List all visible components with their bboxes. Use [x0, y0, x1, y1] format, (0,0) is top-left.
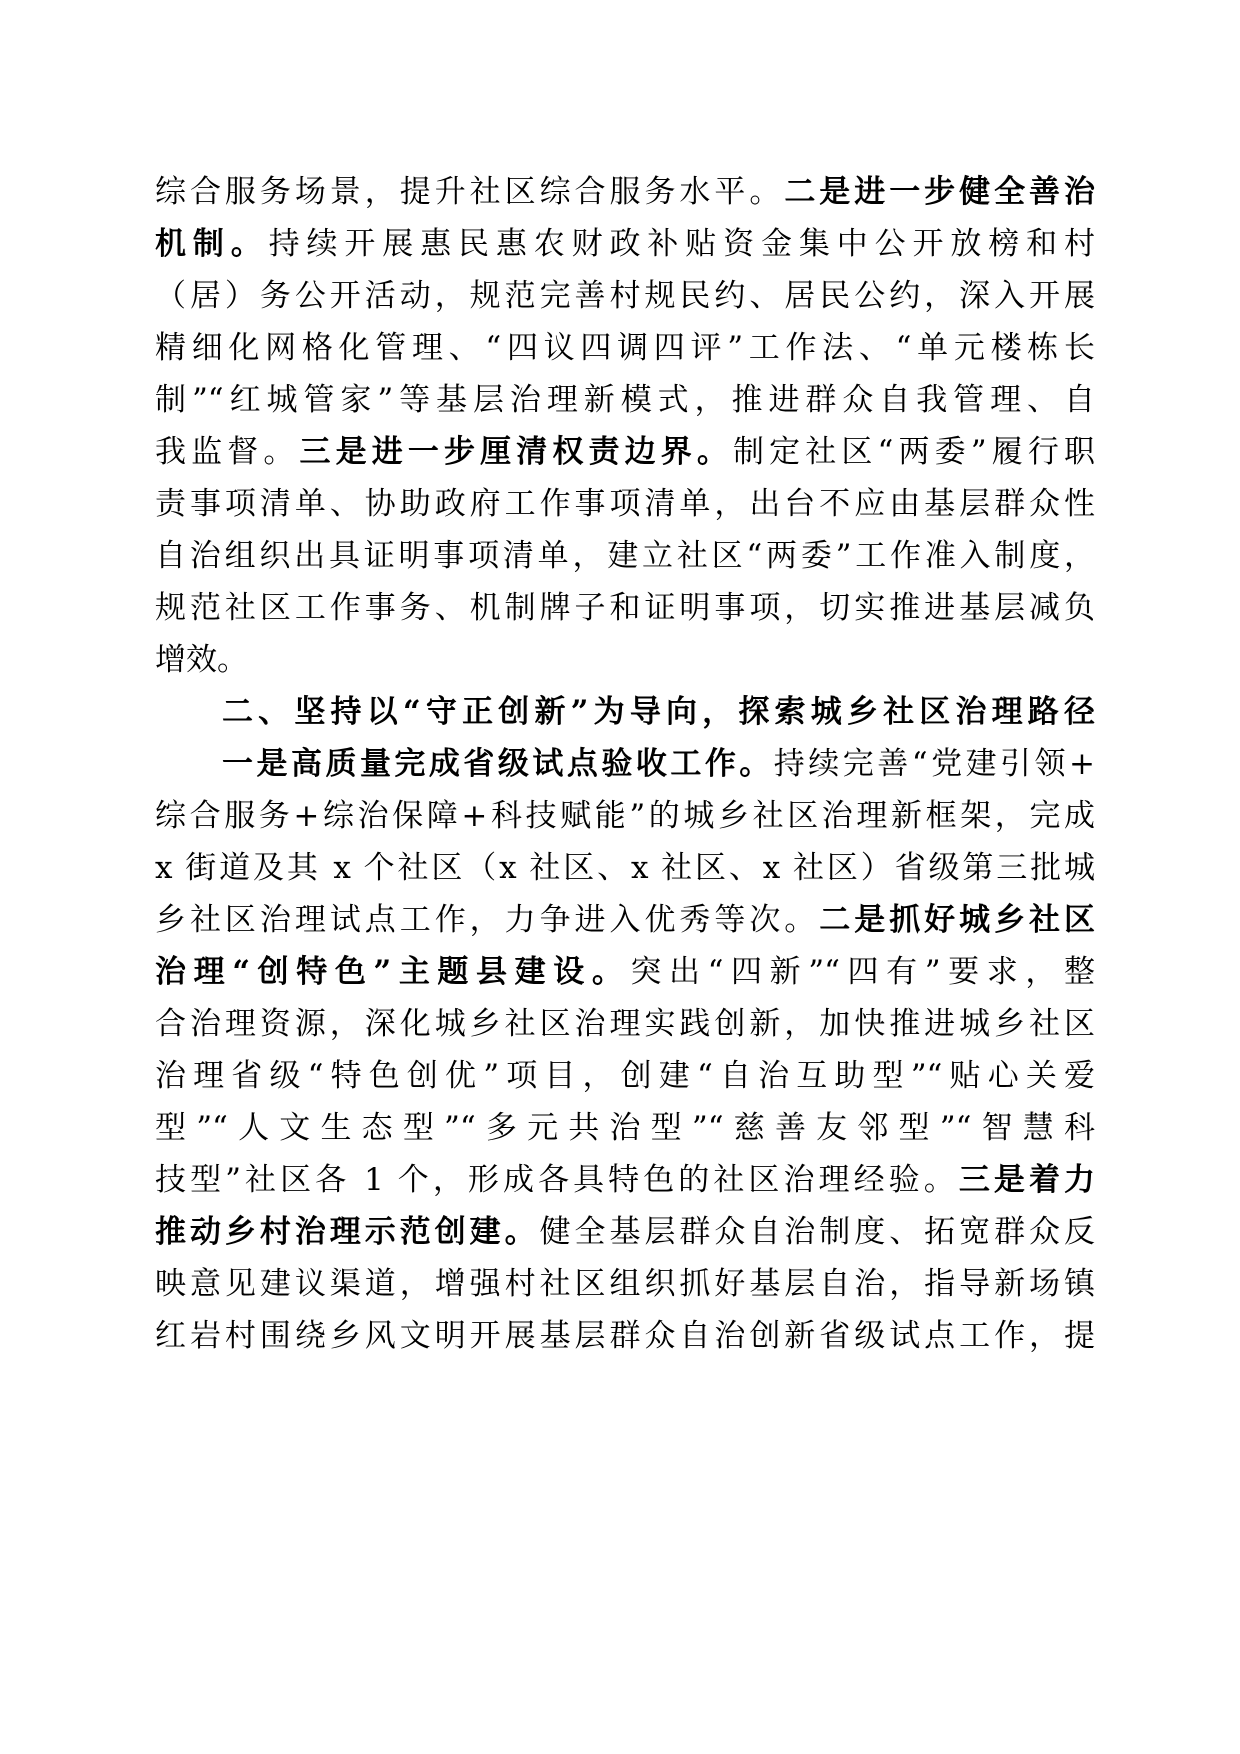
section-heading: 二、坚持以“守正创新”为导向，探索城乡社区治理路径: [222, 694, 1095, 730]
text-line: 型”“人文生态型”“多元共治型”“慈善友邻型”“智慧科: [155, 1110, 1095, 1146]
text-line: 增效。: [155, 642, 248, 678]
text-line: 机制。持续开展惠民惠农财政补贴资金集中公开放榜和村: [155, 226, 1095, 262]
text-line: 自治组织出具证明事项清单，建立社区“两委”工作准入制度，: [155, 538, 1095, 574]
text-line: 综合服务+综治保障+科技赋能”的城乡社区治理新框架，完成: [155, 798, 1095, 834]
text-line: 我监督。三是进一步厘清权责边界。制定社区“两委”履行职: [155, 434, 1096, 470]
text-line: 治理“创特色”主题县建设。突出“四新”“四有”要求，整: [155, 954, 1095, 990]
text-line: 精细化网格化管理、“四议四调四评”工作法、“单元楼栋长: [155, 330, 1095, 366]
text-line: 责事项清单、协助政府工作事项清单，出台不应由基层群众性: [155, 486, 1095, 522]
text-line: 合治理资源，深化城乡社区治理实践创新，加快推进城乡社区: [155, 1006, 1095, 1042]
text-line: x 街道及其 x 个社区（x 社区、x 社区、x 社区）省级第三批城: [155, 850, 1095, 886]
text-line: 乡社区治理试点工作，力争进入优秀等次。二是抓好城乡社区: [155, 902, 1096, 938]
text-line: 映意见建议渠道，增强村社区组织抓好基层自治，指导新场镇: [155, 1266, 1095, 1302]
text-line: （居）务公开活动，规范完善村规民约、居民公约，深入开展: [155, 278, 1095, 314]
text-line: 推动乡村治理示范创建。健全基层群众自治制度、拓宽群众反: [155, 1214, 1095, 1250]
text-line: 制”“红城管家”等基层治理新模式，推进群众自我管理、自: [155, 382, 1095, 418]
text-line: 治理省级“特色创优”项目，创建“自治互助型”“贴心关爱: [155, 1058, 1095, 1094]
text-line: 综合服务场景，提升社区综合服务水平。二是进一步健全善治: [155, 174, 1096, 210]
text-line: 一是高质量完成省级试点验收工作。持续完善“党建引领+: [222, 746, 1096, 782]
text-line: 红岩村围绕乡风文明开展基层群众自治创新省级试点工作，提: [155, 1318, 1095, 1354]
text-line: 规范社区工作事务、机制牌子和证明事项，切实推进基层减负: [155, 590, 1095, 626]
text-line: 技型”社区各 1 个，形成各具特色的社区治理经验。三是着力: [155, 1162, 1096, 1198]
